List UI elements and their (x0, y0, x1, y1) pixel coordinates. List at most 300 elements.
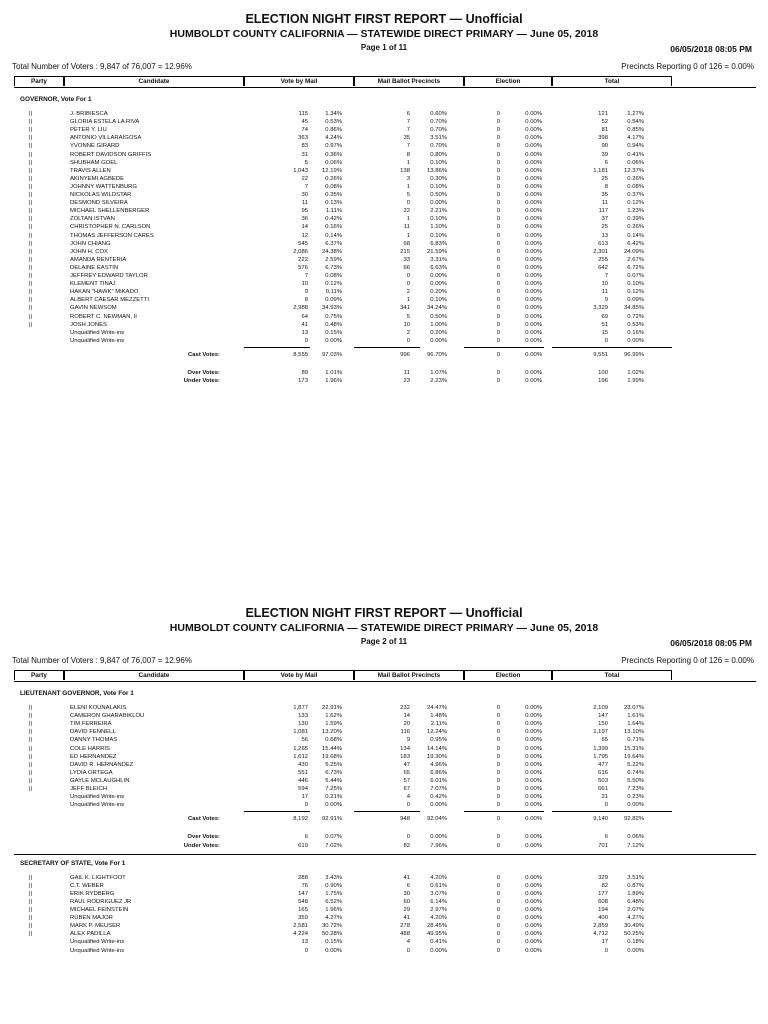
candidate-name: DANNY THOMAS (70, 737, 118, 744)
cell-mbp-pct: 2.11% (430, 721, 447, 728)
candidate-name: J. BRIBIESCA (70, 111, 108, 117)
cell-mbp-pct: 6.83% (430, 240, 447, 247)
cell-tot: 39 (601, 151, 608, 158)
cell-tot-pct: 1.64% (627, 721, 644, 728)
cell-mbp: 2 (406, 289, 410, 296)
cell-el: 0 (496, 890, 500, 897)
cell-mbp-pct: 0.95% (430, 737, 447, 744)
cell-tot-pct: 0.53% (627, 321, 644, 328)
candidate-row (0, 191, 768, 199)
cell-el: 0 (496, 370, 500, 376)
cell-mbp: 6 (406, 882, 410, 889)
candidate-row (0, 248, 768, 256)
cell-vbm: 5 (304, 159, 308, 166)
candidate-name: HAKAN "HAWK" MIKADO (70, 289, 139, 296)
cell-vbm-pct: 0.35% (325, 192, 342, 198)
candidate-name: JOHN H. COX (70, 248, 108, 255)
cell-vbm: 9 (304, 289, 308, 296)
candidate-row (0, 296, 768, 304)
cell-el: 0 (496, 240, 500, 247)
cell-vbm: 31 (301, 151, 308, 158)
cell-vbm: 8 (304, 297, 308, 304)
candidate-row (0, 232, 768, 240)
candidate-row (0, 264, 768, 272)
cell-tot-pct: 0.12% (627, 289, 644, 296)
cell-el-pct: 0.00% (525, 737, 542, 744)
cell-el: 0 (496, 281, 500, 288)
candidate-name: YVONNE GIRARD (70, 143, 120, 150)
cell-tot-pct: 0.26% (627, 224, 644, 231)
cell-vbm: 594 (298, 786, 308, 792)
cell-mbp-pct: 34.24% (427, 305, 447, 312)
cell-mbp-pct: 1.00% (430, 321, 447, 328)
candidate-name: GLORIA ESTELA LA RIVA (70, 119, 140, 126)
candidate-name: ALEX PADILLA (70, 931, 111, 938)
cell-mbp-pct: 0.00% (430, 281, 447, 288)
cell-el-pct: 0.00% (525, 874, 542, 881)
cell-tot: 117 (598, 208, 608, 215)
cell-vbm-pct: 34.93% (322, 305, 342, 312)
cell-el-pct: 0.00% (525, 947, 542, 954)
cell-mbp-pct: 6.14% (430, 898, 447, 905)
column-header-vbm: Vote by Mail (244, 76, 354, 86)
party-cell: || (29, 183, 33, 190)
cell-el: 0 (496, 151, 500, 158)
column-header-election: Election (464, 670, 552, 680)
cell-mbp-pct: 3.31% (430, 256, 447, 263)
party-cell: || (29, 143, 33, 150)
cell-el: 0 (496, 305, 500, 312)
candidate-row (0, 272, 768, 280)
over-votes-label: Over Votes: (187, 370, 220, 376)
cell-el: 0 (496, 200, 500, 207)
cell-mbp: 66 (403, 264, 410, 271)
column-header-mbp: Mail Ballot Precincts (354, 76, 464, 86)
cell-vbm: 545 (298, 240, 308, 247)
cell-el-pct: 0.00% (525, 281, 542, 288)
cell-vbm: 430 (298, 761, 308, 768)
cell-vbm: 64 (301, 313, 308, 320)
cell-tot: 65 (601, 737, 608, 744)
cell-el-pct: 0.00% (525, 264, 542, 271)
cell-vbm-pct: 0.00% (325, 802, 342, 809)
candidate-name: MARK P. MEUSER (70, 923, 121, 930)
cell-mbp-pct: 0.10% (430, 216, 447, 223)
cell-mbp-pct: 3.51% (430, 135, 447, 142)
cell-el-pct: 0.00% (525, 882, 542, 889)
cell-tot: 150 (598, 721, 608, 728)
cell-tot-pct: 96.99% (624, 351, 644, 358)
cell-tot: 613 (598, 240, 608, 247)
cell-mbp: 138 (400, 167, 410, 174)
cell-mbp: 4 (406, 939, 410, 946)
cell-vbm-pct: 1.01% (325, 370, 342, 376)
cell-el: 0 (496, 208, 500, 215)
cell-vbm: 41 (301, 321, 308, 328)
precincts-reporting: Precincts Reporting 0 of 126 = 0.00% (621, 62, 754, 71)
cell-mbp-pct: 0.50% (430, 192, 447, 198)
cell-el-pct: 0.00% (525, 816, 542, 823)
cell-mbp: 5 (406, 192, 410, 198)
candidate-row (0, 151, 768, 159)
cell-mbp: 67 (403, 786, 410, 792)
cell-tot: 35 (601, 192, 608, 198)
candidate-name: ED HERNANDEZ (70, 753, 117, 760)
cell-el-pct: 0.00% (525, 802, 542, 809)
race-title: GOVERNOR, Vote For 1 (20, 96, 92, 103)
cell-tot-pct: 2.67% (627, 256, 644, 263)
candidate-row (0, 159, 768, 167)
cell-mbp: 33 (403, 256, 410, 263)
party-cell: || (29, 769, 33, 776)
cell-vbm: 147 (298, 890, 308, 897)
candidate-name: Unqualified Write-ins (70, 329, 125, 336)
cell-tot: 642 (598, 264, 608, 271)
cell-el-pct: 0.00% (525, 232, 542, 239)
candidate-row (0, 256, 768, 264)
cell-mbp: 14 (403, 713, 410, 720)
party-cell: || (29, 777, 33, 784)
cell-tot-pct: 2.07% (627, 907, 644, 913)
cell-tot: 15 (601, 329, 608, 336)
candidate-row (0, 882, 768, 890)
party-cell: || (29, 175, 33, 182)
party-cell: || (29, 264, 33, 271)
cell-mbp: 22 (403, 208, 410, 215)
candidate-name: TRAVIS ALLEN (70, 167, 111, 174)
cell-tot: 9,140 (593, 816, 608, 823)
cell-vbm-pct: 0.13% (325, 200, 342, 207)
cell-mbp: 20 (403, 721, 410, 728)
subtotal-rule (552, 347, 672, 348)
candidate-row (0, 874, 768, 882)
party-cell: || (29, 313, 33, 320)
cell-mbp: 0 (406, 834, 410, 841)
cell-vbm: 2,988 (293, 305, 308, 312)
cell-el: 0 (496, 842, 500, 849)
cell-tot: 1,181 (593, 167, 608, 174)
cell-vbm: 30 (301, 192, 308, 198)
cell-tot-pct: 1.27% (627, 111, 644, 117)
cell-tot-pct: 0.08% (627, 183, 644, 190)
subtotal-rule (464, 347, 544, 348)
cell-mbp: 65 (403, 769, 410, 776)
cell-el: 0 (496, 705, 500, 711)
cell-el-pct: 0.00% (525, 248, 542, 255)
cell-tot: 194 (598, 907, 608, 913)
cell-el-pct: 0.00% (525, 127, 542, 134)
cell-tot-pct: 0.06% (627, 159, 644, 166)
cell-el: 0 (496, 753, 500, 760)
cell-mbp-pct: 0.00% (430, 947, 447, 954)
cell-tot: 701 (598, 842, 608, 849)
cell-vbm: 7 (304, 183, 308, 190)
cell-vbm: 22 (301, 175, 308, 182)
cell-tot-pct: 0.00% (627, 947, 644, 954)
cell-mbp: 7 (406, 127, 410, 134)
cell-vbm-pct: 1.96% (325, 907, 342, 913)
cell-mbp-pct: 0.00% (430, 200, 447, 207)
subtotal-rule (464, 811, 544, 812)
candidate-name: DAVID R. HERNANDEZ (70, 761, 134, 768)
cell-tot: 90 (601, 143, 608, 150)
cell-el-pct: 0.00% (525, 721, 542, 728)
cell-el: 0 (496, 816, 500, 823)
cell-mbp: 60 (403, 898, 410, 905)
cell-tot-pct: 23.07% (624, 705, 644, 711)
cell-vbm: 1,043 (293, 167, 308, 174)
party-cell: || (29, 898, 33, 905)
cell-tot: 1,795 (593, 753, 608, 760)
cell-vbm: 6 (304, 834, 308, 841)
page-number: Page 2 of 11 (360, 637, 408, 646)
candidate-name: AKINYEMI AGBEDE (70, 175, 125, 182)
cell-el-pct: 0.00% (525, 135, 542, 142)
cell-mbp: 183 (400, 753, 410, 760)
cell-mbp-pct: 12.24% (427, 729, 447, 736)
cell-vbm-pct: 30.72% (322, 923, 342, 930)
cell-el: 0 (496, 769, 500, 776)
cell-vbm-pct: 4.27% (325, 915, 342, 922)
cell-el: 0 (496, 232, 500, 239)
cell-vbm-pct: 0.97% (325, 143, 342, 150)
cell-el-pct: 0.00% (525, 313, 542, 320)
cell-mbp: 11 (403, 370, 410, 376)
candidate-row (0, 199, 768, 207)
cell-tot-pct: 6.48% (627, 898, 644, 905)
candidate-name: DESMOND SILVEIRA (70, 200, 128, 207)
cell-vbm: 8,192 (293, 816, 308, 823)
column-header-vbm: Vote by Mail (244, 670, 354, 680)
party-cell: || (29, 729, 33, 736)
cell-vbm-pct: 15.44% (322, 745, 342, 752)
cell-el-pct: 0.00% (525, 939, 542, 946)
cell-tot: 2,109 (593, 705, 608, 711)
cell-mbp: 0 (406, 273, 410, 279)
cell-vbm: 115 (298, 111, 308, 117)
party-cell: || (29, 890, 33, 897)
candidate-row (0, 785, 768, 793)
cell-el: 0 (496, 931, 500, 938)
cell-tot-pct: 1.89% (627, 890, 644, 897)
cell-vbm: 619 (298, 842, 308, 849)
total-voters: Total Number of Voters : 9,847 of 76,007 = 12.96% (12, 62, 192, 71)
cell-tot: 3,329 (593, 305, 608, 312)
cell-mbp: 9 (406, 737, 410, 744)
cell-el: 0 (496, 923, 500, 930)
candidate-row (0, 930, 768, 938)
party-cell: || (29, 232, 33, 239)
cell-mbp: 8 (406, 151, 410, 158)
cell-tot-pct: 4.17% (627, 135, 644, 142)
cell-tot-pct: 0.09% (627, 297, 644, 304)
cell-mbp-pct: 0.00% (430, 802, 447, 809)
column-header-mbp: Mail Ballot Precincts (354, 670, 464, 680)
cell-tot: 608 (598, 898, 608, 905)
cell-mbp: 948 (400, 816, 410, 823)
cell-mbp-pct: 0.80% (430, 151, 447, 158)
cell-vbm-pct: 0.48% (325, 321, 342, 328)
candidate-row (0, 720, 768, 728)
cell-vbm-pct: 1.75% (325, 890, 342, 897)
cell-tot: 52 (601, 119, 608, 126)
cell-mbp-pct: 2.21% (430, 208, 447, 215)
party-cell: || (29, 713, 33, 720)
under-votes-label: Under Votes: (183, 842, 220, 849)
cell-tot-pct: 30.49% (624, 923, 644, 930)
cell-tot: 81 (601, 127, 608, 134)
cell-el-pct: 0.00% (525, 931, 542, 938)
cell-vbm-pct: 6.73% (325, 769, 342, 776)
cell-vbm-pct: 2.59% (325, 256, 342, 263)
cell-el-pct: 0.00% (525, 777, 542, 784)
cell-mbp: 4 (406, 794, 410, 801)
cell-mbp-pct: 1.10% (430, 224, 447, 231)
cell-vbm-pct: 92.91% (322, 816, 342, 823)
column-header-election: Election (464, 76, 552, 86)
candidate-row (0, 712, 768, 720)
cell-tot-pct: 50.25% (624, 931, 644, 938)
cell-el: 0 (496, 874, 500, 881)
cell-vbm: 74 (301, 127, 308, 134)
column-header-candidate: Candidate (64, 670, 244, 680)
cell-el-pct: 0.00% (525, 753, 542, 760)
cell-tot-pct: 0.54% (627, 119, 644, 126)
candidate-name: Unqualified Write-ins (70, 794, 125, 801)
cell-tot: 11 (601, 200, 608, 207)
cell-vbm-pct: 22.91% (322, 705, 342, 711)
cell-vbm: 45 (301, 119, 308, 126)
cell-tot-pct: 7.12% (627, 842, 644, 849)
candidate-name: DELAINE EASTIN (70, 264, 119, 271)
party-cell: || (29, 256, 33, 263)
cell-el-pct: 0.00% (525, 200, 542, 207)
cell-vbm-pct: 0.21% (325, 794, 342, 801)
candidate-row (0, 736, 768, 744)
candidate-row (0, 793, 768, 801)
cell-tot-pct: 0.41% (627, 151, 644, 158)
cell-mbp: 7 (406, 119, 410, 126)
cell-vbm: 4,224 (293, 931, 308, 938)
cell-mbp: 68 (403, 240, 410, 247)
cell-el: 0 (496, 802, 500, 809)
cell-el-pct: 0.00% (525, 907, 542, 913)
cell-el-pct: 0.00% (525, 769, 542, 776)
cell-mbp-pct: 6.63% (430, 264, 447, 271)
cell-vbm-pct: 7.02% (325, 842, 342, 849)
cell-tot-pct: 0.23% (627, 794, 644, 801)
cell-vbm: 14 (301, 224, 308, 231)
candidate-name: KLEMENT TINAJ (70, 281, 116, 288)
party-cell: || (29, 273, 33, 279)
cell-vbm: 1,265 (293, 745, 308, 752)
cell-mbp-pct: 7.07% (430, 786, 447, 792)
cell-el: 0 (496, 313, 500, 320)
cell-vbm-pct: 0.86% (325, 127, 342, 134)
cell-el-pct: 0.00% (525, 713, 542, 720)
cell-el: 0 (496, 264, 500, 271)
cell-vbm: 83 (301, 143, 308, 150)
cell-el-pct: 0.00% (525, 898, 542, 905)
cast-votes-row (0, 351, 768, 359)
cell-vbm-pct: 0.90% (325, 882, 342, 889)
party-cell: || (29, 167, 33, 174)
cell-vbm-pct: 13.20% (322, 729, 342, 736)
cell-tot-pct: 24.09% (624, 248, 644, 255)
cell-mbp: 278 (400, 923, 410, 930)
cell-vbm: 10 (301, 281, 308, 288)
column-header-row (14, 76, 756, 88)
cell-el-pct: 0.00% (525, 794, 542, 801)
cell-vbm: 576 (298, 264, 308, 271)
cell-tot-pct: 0.26% (627, 175, 644, 182)
cell-tot: 4,712 (593, 931, 608, 938)
report-title: ELECTION NIGHT FIRST REPORT — Unofficial (245, 12, 523, 26)
candidate-name: CAMERON GHARABIKLOU (70, 713, 145, 720)
cell-mbp-pct: 13.86% (427, 167, 447, 174)
candidate-row (0, 240, 768, 248)
cell-el-pct: 0.00% (525, 337, 542, 344)
cell-mbp: 35 (403, 135, 410, 142)
cell-vbm: 1,081 (293, 729, 308, 736)
cell-vbm-pct: 0.14% (325, 232, 342, 239)
candidate-name: ELENI KOUNALAKIS (70, 705, 127, 711)
candidate-row (0, 922, 768, 930)
candidate-name: JOHN CHIANG (70, 240, 111, 247)
cell-vbm-pct: 0.08% (325, 183, 342, 190)
cell-el-pct: 0.00% (525, 192, 542, 198)
cell-el: 0 (496, 175, 500, 182)
cell-el-pct: 0.00% (525, 151, 542, 158)
cell-mbp-pct: 0.70% (430, 119, 447, 126)
cell-vbm-pct: 1.62% (325, 713, 342, 720)
cell-el: 0 (496, 273, 500, 279)
cell-mbp: 134 (400, 745, 410, 752)
candidate-row (0, 906, 768, 914)
cell-mbp-pct: 1.48% (430, 713, 447, 720)
cell-mbp: 47 (403, 761, 410, 768)
subtotal-rule (552, 811, 672, 812)
cell-tot: 17 (601, 939, 608, 946)
cell-el: 0 (496, 256, 500, 263)
cell-el: 0 (496, 127, 500, 134)
cell-tot-pct: 0.94% (627, 143, 644, 150)
cell-el-pct: 0.00% (525, 329, 542, 336)
cell-el-pct: 0.00% (525, 370, 542, 376)
cell-tot-pct: 0.14% (627, 232, 644, 239)
candidate-row (0, 134, 768, 142)
party-cell: || (29, 321, 33, 328)
cell-el: 0 (496, 947, 500, 954)
cell-tot-pct: 4.27% (627, 915, 644, 922)
cell-el-pct: 0.00% (525, 351, 542, 358)
cell-mbp-pct: 0.00% (430, 337, 447, 344)
party-cell: || (29, 923, 33, 930)
candidate-name: GAVIN NEWSOM (70, 305, 117, 312)
cell-tot-pct: 3.51% (627, 874, 644, 881)
candidate-row (0, 769, 768, 777)
cell-tot: 2,859 (593, 923, 608, 930)
party-cell: || (29, 159, 33, 166)
candidate-name: MICHAEL SHELLENBERGER (70, 208, 150, 215)
cell-vbm-pct: 1.11% (325, 208, 342, 215)
candidate-name: LYDIA ORTEGA (70, 769, 113, 776)
over-votes-row (0, 833, 768, 841)
party-cell: || (29, 737, 33, 744)
candidate-name: C.T. WEBER (70, 882, 104, 889)
cell-mbp-pct: 6.86% (430, 769, 447, 776)
cell-el: 0 (496, 898, 500, 905)
